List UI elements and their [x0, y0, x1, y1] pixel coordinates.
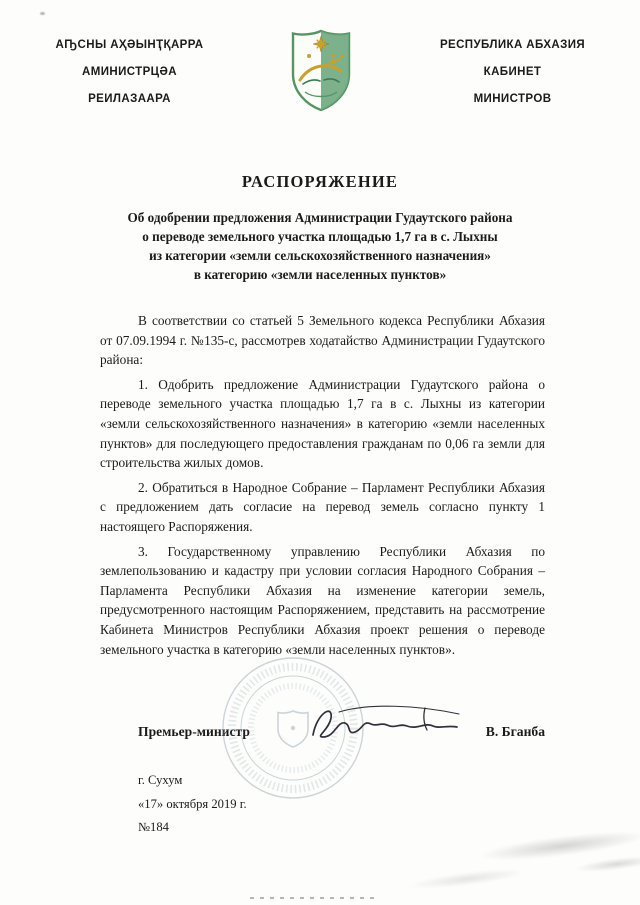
footer-date: «17» октября 2019 г.	[138, 796, 247, 811]
document-body	[100, 311, 545, 659]
letterhead-russian-line: КАБИНЕТ	[483, 66, 542, 78]
document-title: РАСПОРЯЖЕНИЕ	[241, 172, 399, 191]
signer-role: Премьер-министр	[138, 724, 250, 740]
footer-place: г. Сухум	[138, 773, 183, 788]
subject-line: в категорию «земли населенных пунктов»	[193, 267, 447, 282]
document-subject	[0, 208, 640, 284]
letterhead-abkhaz-line: АМИНИСТРЦӘА	[82, 66, 177, 78]
paragraph-preamble: В соответствии со статьей 5 Земельного кодекса Республики Абхазия от 07.09.1994 г. №135-с, рассмотрев ходатайство Администрации Гудаутского района:	[100, 313, 545, 368]
subject-line: о переводе земельного участка площадью 1,7 га в с. Лыхны	[142, 229, 498, 244]
subject-line: Об одобрении предложения Администрации Гудаутского района	[127, 210, 513, 225]
scan-speck-artifact	[250, 897, 380, 899]
letterhead-abkhaz-line: РЕИЛАЗААРА	[88, 93, 171, 105]
letterhead-russian-line: МИНИСТРОВ	[473, 93, 552, 105]
abkhazia-coat-of-arms-icon	[286, 26, 356, 114]
paragraph-item-3: 3. Государственному управлению Республики Абхазия по землепользованию и кадастру при условии согласия Народного Собрания – Парламента Республики Абхазия на изменение категории земель, предусмотренного настоящим Распоряжением, представить на рассмотрение Кабинета Министров Республики Абхазия проект решения о переводе земельного участка в категорию «земли населенных пунктов».	[100, 543, 545, 657]
handwritten-signature-icon	[305, 699, 475, 755]
signature-block	[100, 715, 545, 749]
paragraph-item-2: 2. Обратиться в Народное Собрание – Парламент Республики Абхазия с предложением дать согласие на перевод земель согласно пункту 1 настоящего Распоряжения.	[100, 479, 545, 534]
letterhead-russian	[415, 26, 610, 113]
signer-name: В. Бганба	[485, 724, 545, 740]
letterhead-abkhaz-line: АҦСНЫ АҲӘЫНҬҚАРРА	[55, 39, 204, 51]
footer-number: №184	[138, 820, 169, 835]
scan-speck-artifact	[40, 12, 45, 15]
paragraph-item-1: 1. Одобрить предложение Администрации Гудаутского района о переводе земельного участка площадью 1,7 га в с. Лыхны из категории «земли сельскохозяйственного назначения» в категорию «земли населенных пунктов» для последующего предоставления гражданам по 0,06 га земли для строительства жилых домов.	[100, 376, 545, 471]
letterhead-abkhaz	[32, 26, 227, 113]
letterhead	[0, 0, 640, 114]
subject-line: из категории «земли сельскохозяйственного назначения»	[149, 248, 491, 263]
letterhead-russian-line: РЕСПУБЛИКА АБХАЗИЯ	[439, 39, 586, 51]
